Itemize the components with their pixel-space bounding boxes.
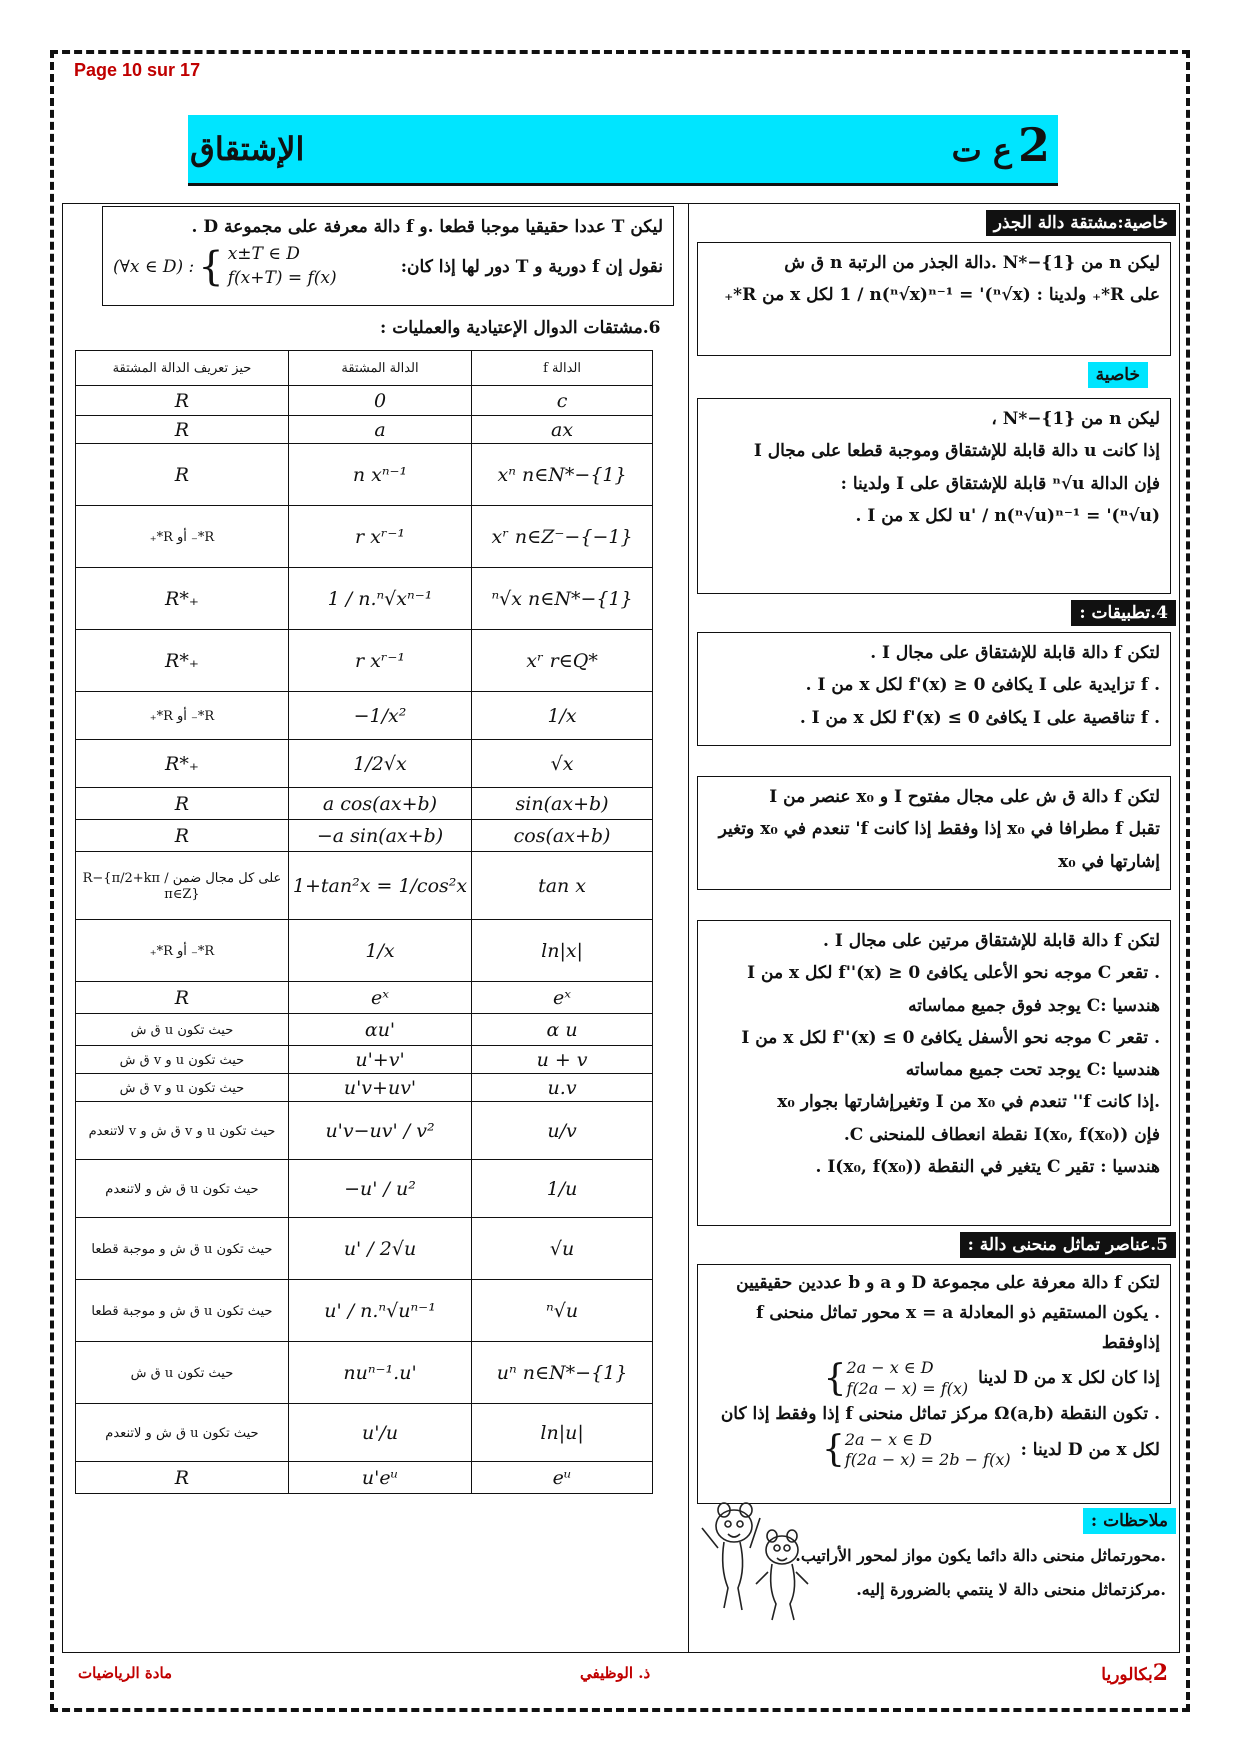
cell-text: sin(ax+b) (515, 792, 609, 815)
cell-text: r xʳ⁻¹ (354, 525, 406, 548)
table-row (76, 386, 653, 416)
property-line3: فإن الدالة ⁿ√u قابلة للإشتقاق على I ولدينا : (840, 473, 1160, 494)
cell-domain (76, 506, 289, 568)
cell-function (472, 820, 653, 852)
extremum-line1: لتكن f دالة ق ش على مجال مفتوح I و x₀ عنصر من I (769, 787, 1160, 807)
cell-text: 1/x (365, 939, 395, 962)
cell-text: −a sin(ax+b) (316, 824, 444, 847)
cell-text: −1/x² (353, 704, 407, 727)
cell-derivative (288, 1280, 471, 1342)
cell-text: u'eᵘ (361, 1466, 399, 1489)
table-row (76, 1404, 653, 1462)
cell-function (472, 852, 653, 920)
cell-text: R*₊ (165, 649, 199, 672)
cell-text: α u (546, 1018, 578, 1041)
symmetry-cond4: f(2a − x) = 2b − f(x) (844, 1450, 1011, 1470)
notes-label: ملاحظات : (1083, 1508, 1176, 1534)
cell-function (472, 788, 653, 820)
cell-text: uⁿ n∈N*−{1} (496, 1361, 628, 1384)
cell-derivative (288, 444, 471, 506)
level-text: ع ت (951, 131, 1012, 169)
cell-derivative (288, 1342, 471, 1404)
derivatives-table (75, 350, 653, 1494)
cell-function (472, 568, 653, 630)
cell-domain (76, 820, 289, 852)
cell-derivative (288, 920, 471, 982)
level-title (952, 118, 1050, 172)
cell-text: حيث تكون u ق ش و لاتنعدم (105, 1181, 259, 1197)
symmetry-line5: لكل x من D لدينا : (1020, 1439, 1160, 1460)
note-2: .مركزتماثل منحنى دالة لا ينتمي بالضرورة إليه. (856, 1580, 1166, 1599)
cell-text: R*₋ أو R*₊ (149, 943, 215, 959)
table-row (76, 740, 653, 788)
cell-domain (76, 416, 289, 444)
page-title: الإشتقاق (190, 130, 305, 168)
property-box (697, 398, 1171, 594)
cell-text: حيث تكون u و v ق ش (119, 1080, 245, 1096)
cell-function (472, 1074, 653, 1102)
cell-derivative (288, 1074, 471, 1102)
cell-function (472, 1014, 653, 1046)
cell-text: n xⁿ⁻¹ (352, 463, 408, 486)
table-row (76, 1046, 653, 1074)
table-row (76, 630, 653, 692)
cell-text: حيث تكون u و v ق ش و v لاتنعدم (88, 1123, 276, 1139)
cell-domain (76, 920, 289, 982)
footer-subject: مادة الرياضيات (78, 1664, 173, 1682)
cell-text: 1 / n.ⁿ√xⁿ⁻¹ (327, 587, 433, 610)
concavity-line1: لتكن f دالة قابلة للإشتقاق مرتين على مجال I . (823, 931, 1160, 951)
cell-text: R (174, 463, 190, 486)
cell-function (472, 692, 653, 740)
cell-text: xⁿ n∈N*−{1} (497, 463, 627, 486)
cell-domain (76, 1462, 289, 1494)
cell-text: u'v−uv' / v² (325, 1119, 435, 1142)
cell-text: u/v (547, 1119, 577, 1142)
footer-level-number: 2 (1152, 1660, 1168, 1686)
cell-derivative (288, 506, 471, 568)
cell-text: a (374, 418, 386, 441)
cell-derivative (288, 630, 471, 692)
periodic-cond1: x±T ∈ D (227, 244, 300, 265)
cell-text: R*₋ أو R*₊ (149, 708, 215, 724)
cell-text: eˣ (371, 986, 389, 1009)
cell-text: R (174, 1466, 190, 1489)
table-row (76, 1342, 653, 1404)
cell-text: u' / 2√u (343, 1237, 417, 1260)
cell-function (472, 444, 653, 506)
root-derivative-label: خاصية:مشتقة دالة الجذر (986, 210, 1176, 236)
property-label: خاصية (1088, 362, 1148, 388)
cell-text: R (174, 792, 190, 815)
symmetry-line3: إذا كان لكل x من D لدينا (978, 1368, 1160, 1389)
cell-domain (76, 852, 289, 920)
cell-text: على كل مجال ضمن R−{π/2+kπ / π∈Z} (82, 870, 282, 902)
cell-text: حيث تكون u ق ش (130, 1365, 234, 1381)
extremum-line2: تقبل f مطرافا في x₀ إذا وفقط إذا كانت f' تنعدم في x₀ وتغير (718, 819, 1160, 840)
cell-derivative (288, 568, 471, 630)
table-row (76, 1102, 653, 1160)
cell-function (472, 740, 653, 788)
table-row (76, 1074, 653, 1102)
col-header-derivative: الدالة المشتقة (288, 351, 471, 386)
cell-text: حيث تكون u ق ش (130, 1022, 234, 1038)
footer-teacher: ذ. الوظيفي (580, 1664, 651, 1682)
table-row (76, 568, 653, 630)
cell-domain (76, 1342, 289, 1404)
periodic-box (102, 206, 674, 306)
concavity-line3: هندسيا :C يوجد فوق جميع مماساته (908, 995, 1160, 1016)
periodic-cond2: f(x+T) = f(x) (227, 268, 337, 289)
cell-function (472, 416, 653, 444)
monotonic-line1: لتكن f دالة قابلة للإشتقاق على مجال I . (870, 643, 1160, 663)
applications-label: 4.تطبيقات : (1071, 600, 1176, 626)
cell-function (472, 1160, 653, 1218)
symmetry-axis-cond: إذا كان لكل x من D لدينا { 2a − x ∈ D f(2a − x) = f(x) (823, 1358, 1160, 1400)
cell-text: eᵘ (552, 1466, 572, 1489)
periodic-line2: نقول إن f دورية و T دور لها إذا كان: (400, 256, 663, 277)
table-row (76, 1218, 653, 1280)
cell-function (472, 506, 653, 568)
cell-text: ax (551, 418, 574, 441)
property-line2: إذا كانت u دالة قابلة للإشتقاق وموجبة قطعا على مجال I (753, 441, 1160, 462)
cell-derivative (288, 1160, 471, 1218)
cell-text: cos(ax+b) (513, 824, 611, 847)
cell-domain (76, 444, 289, 506)
cell-text: حيث تكون u و v ق ش (119, 1052, 245, 1068)
cell-domain (76, 1404, 289, 1462)
chipmunks-illustration (694, 1488, 814, 1626)
periodic-def (113, 243, 663, 291)
cell-text: u'/u (361, 1421, 399, 1444)
footer-level-text: بكالوريا (1101, 1665, 1153, 1685)
cell-text: αu' (364, 1018, 396, 1041)
cell-text: 1/u (546, 1177, 578, 1200)
cell-text: R*₊ (165, 752, 199, 775)
cell-text: ln|x| (541, 939, 583, 962)
cell-text: ⁿ√u (546, 1299, 579, 1322)
table-row (76, 982, 653, 1014)
cell-text: u + v (536, 1048, 588, 1071)
periodic-cond: (∀x ∈ D) : { x±T ∈ D f(x+T) = f(x) (113, 244, 337, 291)
symmetry-line4: . تكون النقطة Ω(a,b) مركز تماثل منحنى f إذا وفقط إذا كان (720, 1403, 1160, 1424)
cell-text: حيث تكون u ق ش و لاتنعدم (105, 1425, 259, 1441)
col-header-function: الدالة f (472, 351, 653, 386)
cell-text: √u (549, 1237, 575, 1260)
symmetry-cond2: f(2a − x) = f(x) (846, 1379, 969, 1399)
symmetry-cond3: 2a − x ∈ D (844, 1429, 933, 1449)
extremum-box (697, 776, 1171, 890)
monotonic-line3: . f تناقصية على I يكافئ f'(x) ≤ 0 لكل x من I . (799, 707, 1160, 728)
cell-text: R (174, 418, 190, 441)
table-row (76, 444, 653, 506)
table-row (76, 1280, 653, 1342)
cell-text: u'v+uv' (343, 1076, 417, 1099)
cell-function (472, 1046, 653, 1074)
cell-text: nuⁿ⁻¹.u' (343, 1361, 417, 1384)
symmetry-label: 5.عناصر تماثل منحنى دالة : (960, 1232, 1176, 1258)
cell-derivative (288, 1102, 471, 1160)
cell-text: حيث تكون u ق ش و موجبة قطعا (91, 1241, 273, 1257)
table-row (76, 416, 653, 444)
root-derivative-box (697, 242, 1171, 356)
symmetry-center-cond: لكل x من D لدينا : { 2a − x ∈ D f(2a − x) = 2b − f(x) (821, 1429, 1160, 1471)
symmetry-cond1: 2a − x ∈ D (846, 1358, 934, 1378)
column-divider (688, 203, 689, 1653)
cell-derivative (288, 1462, 471, 1494)
cell-derivative (288, 416, 471, 444)
cell-function (472, 1280, 653, 1342)
monotonic-box (697, 632, 1171, 746)
property-line4: (ⁿ√u)' = u' / n(ⁿ√u)ⁿ⁻¹ لكل x من I . (855, 505, 1160, 526)
cell-domain (76, 1046, 289, 1074)
concavity-line6: .إذا كانت f'' تنعدم في x₀ من I وتغيرإشارتها بجوار x₀ (777, 1092, 1160, 1113)
table-row (76, 788, 653, 820)
cell-domain (76, 630, 289, 692)
cell-domain (76, 692, 289, 740)
cell-text: ⁿ√x n∈N*−{1} (491, 587, 633, 610)
footer-level (1101, 1660, 1168, 1686)
cell-function (472, 1342, 653, 1404)
cell-text: √x (550, 752, 574, 775)
cell-domain (76, 386, 289, 416)
cell-text: u'+v' (355, 1048, 405, 1071)
cell-text: 1/2√x (353, 752, 407, 775)
cell-text: −u' / u² (344, 1177, 416, 1200)
cell-text: R (174, 986, 190, 1009)
table-row (76, 1462, 653, 1494)
cell-domain (76, 1014, 289, 1046)
cell-derivative (288, 982, 471, 1014)
symmetry-line1: لتكن f دالة معرفة على مجموعة D و a و b عددين حقيقيين (736, 1273, 1160, 1293)
cell-function (472, 1102, 653, 1160)
cell-derivative (288, 820, 471, 852)
table-row (76, 820, 653, 852)
cell-domain (76, 982, 289, 1014)
cell-derivative (288, 788, 471, 820)
cell-text: eˣ (553, 986, 572, 1009)
table-heading: 6.مشتقات الدوال الإعتيادية والعمليات : (380, 318, 661, 338)
cell-derivative (288, 1014, 471, 1046)
cell-function (472, 630, 653, 692)
cell-text: 1+tan²x = 1/cos²x (292, 874, 468, 897)
cell-domain (76, 788, 289, 820)
table-row (76, 852, 653, 920)
cell-domain (76, 740, 289, 788)
root-derivative-line2: على R*₊ ولدينا : (ⁿ√x)' = 1 / n(ⁿ√x)ⁿ⁻¹ لكل x من R*₊ (724, 285, 1160, 306)
cell-text: R (174, 824, 190, 847)
cell-function (472, 1218, 653, 1280)
title-banner (188, 115, 1058, 186)
cell-derivative (288, 1218, 471, 1280)
periodic-quantifier: (∀x ∈ D) : (113, 256, 195, 277)
col-header-domain: حيز تعريف الدالة المشتقة (76, 351, 289, 386)
cell-text: u' / n.ⁿ√uⁿ⁻¹ (324, 1299, 436, 1322)
cell-domain (76, 1102, 289, 1160)
cell-domain (76, 1280, 289, 1342)
concavity-line4: . تقعر C موجه نحو الأسفل يكافئ f''(x) ≤ 0 لكل x من I (741, 1027, 1160, 1048)
cell-domain (76, 1074, 289, 1102)
concavity-line7: فإن I(x₀, f(x₀)) نقطة انعطاف للمنحنى C. (843, 1124, 1160, 1145)
cell-text: R*₊ (165, 587, 199, 610)
cell-derivative (288, 852, 471, 920)
level-number: 2 (1017, 118, 1050, 172)
concavity-box (697, 920, 1171, 1226)
property-line1: ليكن n من N*−{1} ، (991, 409, 1160, 429)
page-number: Page 10 sur 17 (74, 60, 201, 80)
cell-function (472, 1404, 653, 1462)
concavity-line5: هندسيا :C يوجد تحت جميع مماساته (905, 1060, 1160, 1081)
cell-text: حيث تكون u ق ش و موجبة قطعا (91, 1303, 273, 1319)
table-row (76, 920, 653, 982)
monotonic-line2: . f تزايدية على I يكافئ f'(x) ≥ 0 لكل x من I . (805, 675, 1160, 696)
cell-derivative (288, 1046, 471, 1074)
cell-function (472, 982, 653, 1014)
table-row (76, 692, 653, 740)
cell-text: 0 (373, 389, 387, 412)
cell-text: xʳ r∈Q* (526, 649, 598, 672)
cell-text: r xʳ⁻¹ (354, 649, 406, 672)
table-row (76, 1014, 653, 1046)
cell-derivative (288, 386, 471, 416)
cell-text: c (556, 389, 568, 412)
cell-text: a cos(ax+b) (322, 792, 438, 815)
cell-domain (76, 1218, 289, 1280)
periodic-line1: ليكن T عددا حقيقيا موجبا قطعا .و f دالة معرفة على مجموعة D . (191, 217, 663, 237)
extremum-line3: إشارتها في x₀ (1058, 851, 1160, 872)
cell-text: xʳ n∈Z⁻−{−1} (491, 525, 633, 548)
symmetry-line2: . يكون المستقيم ذو المعادلة x = a محور تماثل منحنى f إذاوفقط (756, 1302, 1160, 1353)
cell-function (472, 386, 653, 416)
cell-function (472, 920, 653, 982)
cell-derivative (288, 692, 471, 740)
note-1: .محورتماثل منحنى دالة دائما يكون مواز لمحور الأراتيب. (795, 1546, 1166, 1565)
cell-domain (76, 568, 289, 630)
cell-text: R*₋ أو R*₊ (149, 529, 215, 545)
cell-function (472, 1462, 653, 1494)
concavity-line2: . تقعر C موجه نحو الأعلى يكافئ f''(x) ≥ 0 لكل x من I (747, 963, 1160, 984)
cell-text: u.v (547, 1076, 577, 1099)
cell-text: ln|u| (540, 1421, 584, 1444)
cell-domain (76, 1160, 289, 1218)
cell-derivative (288, 740, 471, 788)
root-derivative-line1: ليكن n من N*−{1} .دالة الجذر من الرتبة n ق ش (784, 253, 1160, 273)
cell-text: 1/x (547, 704, 577, 727)
symmetry-box (697, 1264, 1171, 1504)
table-row (76, 506, 653, 568)
concavity-line8: هندسيا : تقير C يتغير في النقطة I(x₀, f(x₀)) . (815, 1157, 1160, 1178)
cell-derivative (288, 1404, 471, 1462)
cell-text: tan x (538, 874, 587, 897)
table-row (76, 1160, 653, 1218)
table-header-row (76, 351, 653, 386)
cell-text: R (174, 389, 190, 412)
